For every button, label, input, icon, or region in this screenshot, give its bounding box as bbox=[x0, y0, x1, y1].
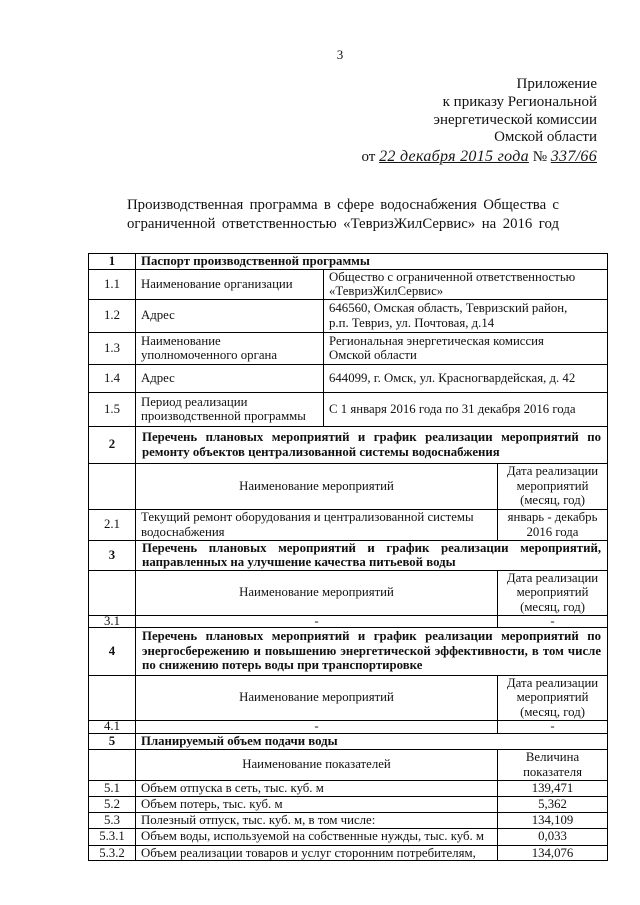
row-value: Региональная энергетическая комиссия Омской области bbox=[324, 332, 608, 364]
column-header-name: Наименование показателей bbox=[136, 749, 498, 780]
section-heading-row bbox=[89, 254, 608, 270]
section-heading-line: Перечень плановых мероприятий и график реализации мероприятий по bbox=[142, 430, 602, 444]
column-header-value: Величина показателя bbox=[498, 749, 608, 780]
appendix-line: энергетической комиссии bbox=[433, 111, 597, 128]
section-heading-row bbox=[89, 540, 608, 570]
row-label: Объем потерь, тыс. куб. м bbox=[136, 796, 498, 812]
row-value: Общество с ограниченной ответственностью «ТевризЖилСервис» bbox=[324, 269, 608, 299]
table-row bbox=[89, 392, 608, 426]
section-heading-row bbox=[89, 426, 608, 463]
row-value: С 1 января 2016 года по 31 декабря 2016 года bbox=[324, 392, 608, 426]
row-number: 1.1 bbox=[89, 269, 136, 299]
section-heading: Планируемый объем подачи воды bbox=[136, 733, 608, 749]
row-number: 2.1 bbox=[89, 509, 136, 540]
section-heading-row bbox=[89, 733, 608, 749]
table-row bbox=[89, 269, 608, 299]
row-label: Текущий ремонт оборудования и централизованной системы водоснабжения bbox=[136, 509, 498, 540]
column-header-row bbox=[89, 749, 608, 780]
row-number: 4.1 bbox=[89, 720, 136, 733]
row-number: 1.5 bbox=[89, 392, 136, 426]
table-row bbox=[89, 364, 608, 392]
row-number: 5.3.2 bbox=[89, 845, 136, 861]
table-row bbox=[89, 796, 608, 812]
row-value: 5,362 bbox=[498, 796, 608, 812]
section-number: 1 bbox=[89, 254, 136, 270]
page-number: 3 bbox=[336, 47, 344, 62]
appendix-line: к приказу Региональной bbox=[442, 93, 597, 110]
table-row bbox=[89, 299, 608, 332]
section-heading bbox=[136, 540, 608, 570]
row-number: 1.2 bbox=[89, 299, 136, 332]
row-label: Адрес bbox=[136, 299, 324, 332]
section-heading-line: ремонту объектов централизованной системы водоснабжения bbox=[142, 444, 500, 459]
order-date-line bbox=[361, 147, 597, 167]
row-number: 5.2 bbox=[89, 796, 136, 812]
row-value: 644099, г. Омск, ул. Красногвардейская, д. 42 bbox=[324, 364, 608, 392]
section-number: 5 bbox=[89, 733, 136, 749]
row-number: 1.4 bbox=[89, 364, 136, 392]
row-label: - bbox=[136, 615, 498, 627]
row-number: 1.3 bbox=[89, 332, 136, 364]
column-header-date: Дата реализации мероприятий (месяц, год) bbox=[498, 675, 608, 720]
table-row bbox=[89, 780, 608, 796]
section-number: 2 bbox=[89, 426, 136, 463]
row-label: Наименование организации bbox=[136, 269, 324, 299]
section-number: 3 bbox=[89, 540, 136, 570]
section-heading-line: направленных на улучшение качества питьевой воды bbox=[142, 555, 456, 569]
row-number: 5.3.1 bbox=[89, 828, 136, 845]
row-value: январь - декабрь 2016 года bbox=[498, 509, 608, 540]
row-value: - bbox=[498, 720, 608, 733]
empty-number-cell bbox=[89, 463, 136, 509]
column-header-name: Наименование мероприятий bbox=[136, 463, 498, 509]
table-row bbox=[89, 509, 608, 540]
row-label: Объем отпуска в сеть, тыс. куб. м bbox=[136, 780, 498, 796]
column-header-date: Дата реализации мероприятий (месяц, год) bbox=[498, 463, 608, 509]
title-line: ограниченной ответственностью «ТевризЖилСервис» на 2016 год bbox=[127, 216, 559, 232]
row-label: Наименование уполномоченного органа bbox=[136, 332, 324, 364]
section-number: 4 bbox=[89, 627, 136, 675]
section-heading bbox=[136, 426, 608, 463]
row-value: 0,033 bbox=[498, 828, 608, 845]
appendix-block bbox=[361, 76, 597, 167]
empty-number-cell bbox=[89, 675, 136, 720]
column-header-row bbox=[89, 675, 608, 720]
row-label: Объем воды, используемой на собственные нужды, тыс. куб. м bbox=[136, 828, 498, 845]
column-header-name: Наименование мероприятий bbox=[136, 675, 498, 720]
table-row bbox=[89, 615, 608, 627]
title-line: Производственная программа в сфере водоснабжения Общества с bbox=[127, 197, 559, 213]
section-heading bbox=[136, 627, 608, 675]
empty-number-cell bbox=[89, 749, 136, 780]
handwritten-number: 337/66 bbox=[550, 148, 597, 166]
row-value: 139,471 bbox=[498, 780, 608, 796]
column-header-date: Дата реализации мероприятий (месяц, год) bbox=[498, 570, 608, 615]
table-row bbox=[89, 812, 608, 828]
appendix-line: Омской области bbox=[494, 129, 597, 146]
row-value: 134,109 bbox=[498, 812, 608, 828]
table-row bbox=[89, 845, 608, 861]
row-value: 134,076 bbox=[498, 845, 608, 861]
section-heading-line: по снижению потерь воды при транспортировке bbox=[142, 658, 423, 673]
column-header-row bbox=[89, 463, 608, 509]
section-heading-line: Перечень плановых мероприятий и график реализации мероприятий по bbox=[142, 629, 602, 644]
number-sign: № bbox=[532, 149, 547, 166]
handwritten-date: 22 декабря 2015 года bbox=[379, 148, 529, 166]
section-heading-row bbox=[89, 627, 608, 675]
empty-number-cell bbox=[89, 570, 136, 615]
row-label: Адрес bbox=[136, 364, 324, 392]
appendix-line: Приложение bbox=[516, 76, 597, 92]
row-label: Объем реализации товаров и услуг сторонним потребителям, bbox=[136, 845, 498, 861]
column-header-name: Наименование мероприятий bbox=[136, 570, 498, 615]
date-prefix: от bbox=[361, 149, 376, 166]
document-title bbox=[127, 196, 559, 234]
row-label: Полезный отпуск, тыс. куб. м, в том числе: bbox=[136, 812, 498, 828]
table-row bbox=[89, 332, 608, 364]
row-value: 646560, Омская область, Тевризский район, р.п. Тевриз, ул. Почтовая, д.14 bbox=[324, 299, 608, 332]
production-program-table bbox=[88, 253, 608, 861]
section-heading-line: энергосбережению и повышению энергетической эффективности, в том числе bbox=[142, 643, 602, 658]
section-heading-line: Перечень плановых мероприятий и график реализации мероприятий, bbox=[142, 540, 602, 555]
row-label: - bbox=[136, 720, 498, 733]
row-number: 5.3 bbox=[89, 812, 136, 828]
table-row bbox=[89, 720, 608, 733]
row-label: Период реализации производственной программы bbox=[136, 392, 324, 426]
column-header-row bbox=[89, 570, 608, 615]
section-heading: Паспорт производственной программы bbox=[136, 254, 608, 270]
row-number: 5.1 bbox=[89, 780, 136, 796]
row-number: 3.1 bbox=[89, 615, 136, 627]
row-value: - bbox=[498, 615, 608, 627]
table-row bbox=[89, 828, 608, 845]
